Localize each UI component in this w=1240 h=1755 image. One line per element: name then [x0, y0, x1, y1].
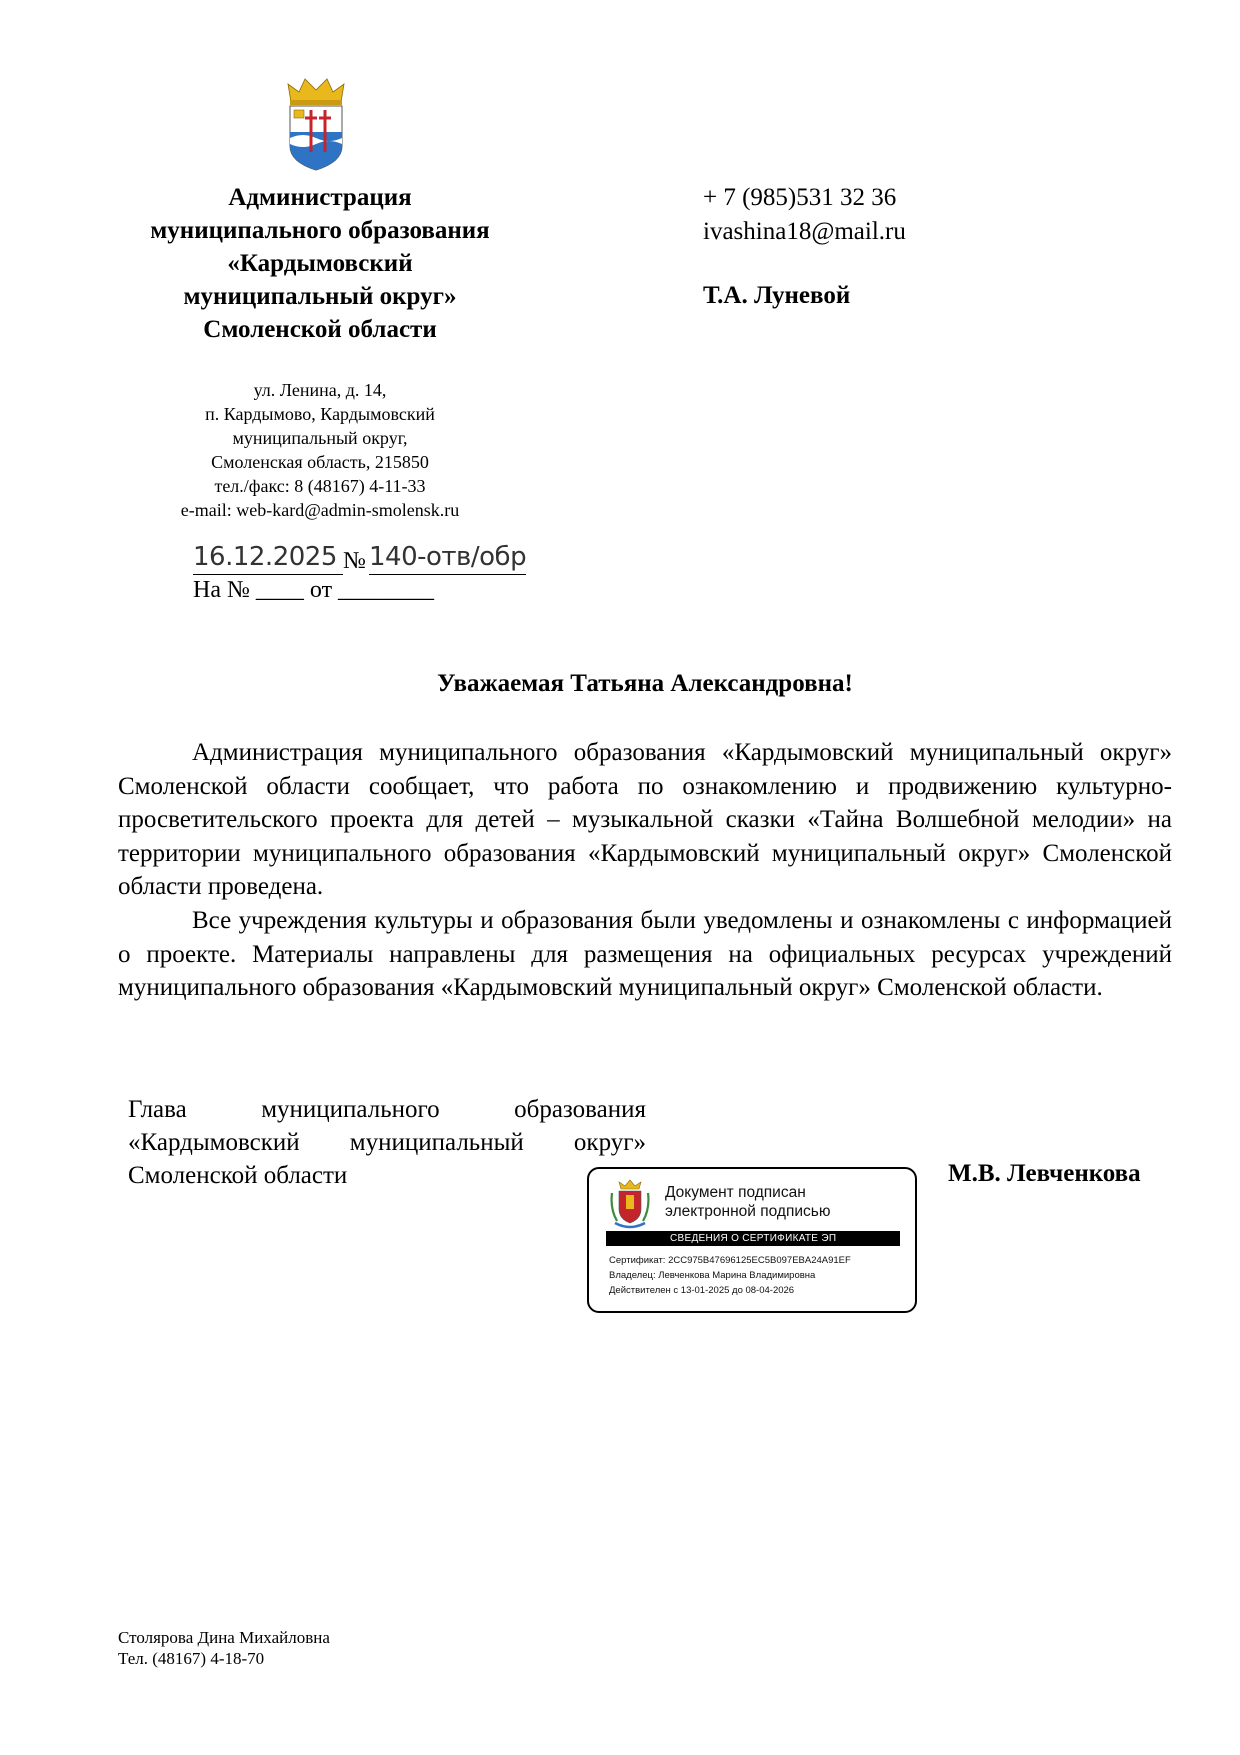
- registration-line: [193, 542, 593, 578]
- signer-position-line: «Кардымовский муниципальный округ»: [128, 1129, 646, 1156]
- signer-position-line: Глава муниципального образования: [128, 1096, 646, 1123]
- esign-owner: Владелец: Левченкова Марина Владимировна: [609, 1270, 816, 1281]
- registration-reference: На № ____ от ________: [193, 577, 435, 603]
- address-line: п. Кардымово, Кардымовский: [205, 404, 435, 424]
- sender-title-line: Администрация: [228, 184, 412, 211]
- recipient-contacts: [703, 181, 906, 249]
- registration-date: 16.12.2025: [193, 542, 343, 575]
- registration-number-sign: №: [343, 548, 366, 574]
- executor-name: Столярова Дина Михайловна: [118, 1628, 330, 1647]
- address-line: тел./факс: 8 (48167) 4-11-33: [214, 476, 426, 496]
- esign-certificate-bar: СВЕДЕНИЯ О СЕРТИФИКАТЕ ЭП: [606, 1231, 900, 1246]
- address-line: Смоленская область, 215850: [211, 452, 429, 472]
- sender-address: [120, 378, 520, 522]
- salutation: Уважаемая Татьяна Александровна!: [437, 670, 853, 697]
- esign-title-line: электронной подписью: [665, 1203, 831, 1220]
- esign-title-line: Документ подписан: [665, 1184, 806, 1201]
- signer-position: [128, 1093, 646, 1192]
- signer-position-line: Смоленской области: [128, 1162, 348, 1189]
- registration-number: 140-отв/обр: [369, 542, 526, 575]
- sender-title-line: муниципального образования: [150, 217, 490, 244]
- sender-title-line: муниципальный округ»: [183, 283, 457, 310]
- signer-name: М.В. Левченкова: [948, 1160, 1141, 1187]
- address-line: ул. Ленина, д. 14,: [253, 380, 387, 400]
- address-line: e-mail: web-kard@admin-smolensk.ru: [180, 500, 460, 520]
- recipient-email: ivashina18@mail.ru: [703, 218, 906, 245]
- sender-title-line: Смоленской области: [203, 316, 437, 343]
- esign-validity: Действителен с 13-01-2025 до 08-04-2026: [609, 1285, 795, 1296]
- electronic-signature-stamp: [587, 1167, 917, 1313]
- recipient-name: Т.А. Луневой: [703, 282, 851, 309]
- smolensk-emblem-icon: [609, 1179, 651, 1231]
- executor-info: [118, 1627, 330, 1669]
- recipient-phone: + 7 (985)531 32 36: [703, 184, 897, 211]
- sender-organization-title: [100, 181, 540, 346]
- body-paragraph-2: Все учреждения культуры и образования были уведомлены и ознакомлены с информацией о проекте. Материалы направлены для размещения на официальных ресурсах учреждений муниципального образования «Кардымовский муниципальный округ» Смоленской области.: [118, 907, 1172, 1001]
- address-line: муниципальный округ,: [232, 428, 408, 448]
- esign-details: [609, 1253, 851, 1298]
- esign-certificate: Сертификат: 2CC975B47696125EC5B097EBA24A91EF: [609, 1255, 851, 1266]
- body-paragraph-1: Администрация муниципального образования «Кардымовский муниципальный округ» Смоленской области сообщает, что работа по ознакомлению и продвижению культурно-просветительского проекта для детей – музыкальной сказки «Тайна Волшебной мелодии» на территории муниципального образования «Кардымовский муниципальный округ» Смоленской области проведена.: [118, 739, 1172, 900]
- sender-title-line: «Кардымовский: [227, 250, 413, 277]
- coat-of-arms-icon: [285, 76, 347, 172]
- executor-phone: Тел. (48167) 4-18-70: [118, 1649, 265, 1668]
- esign-title: [665, 1183, 830, 1221]
